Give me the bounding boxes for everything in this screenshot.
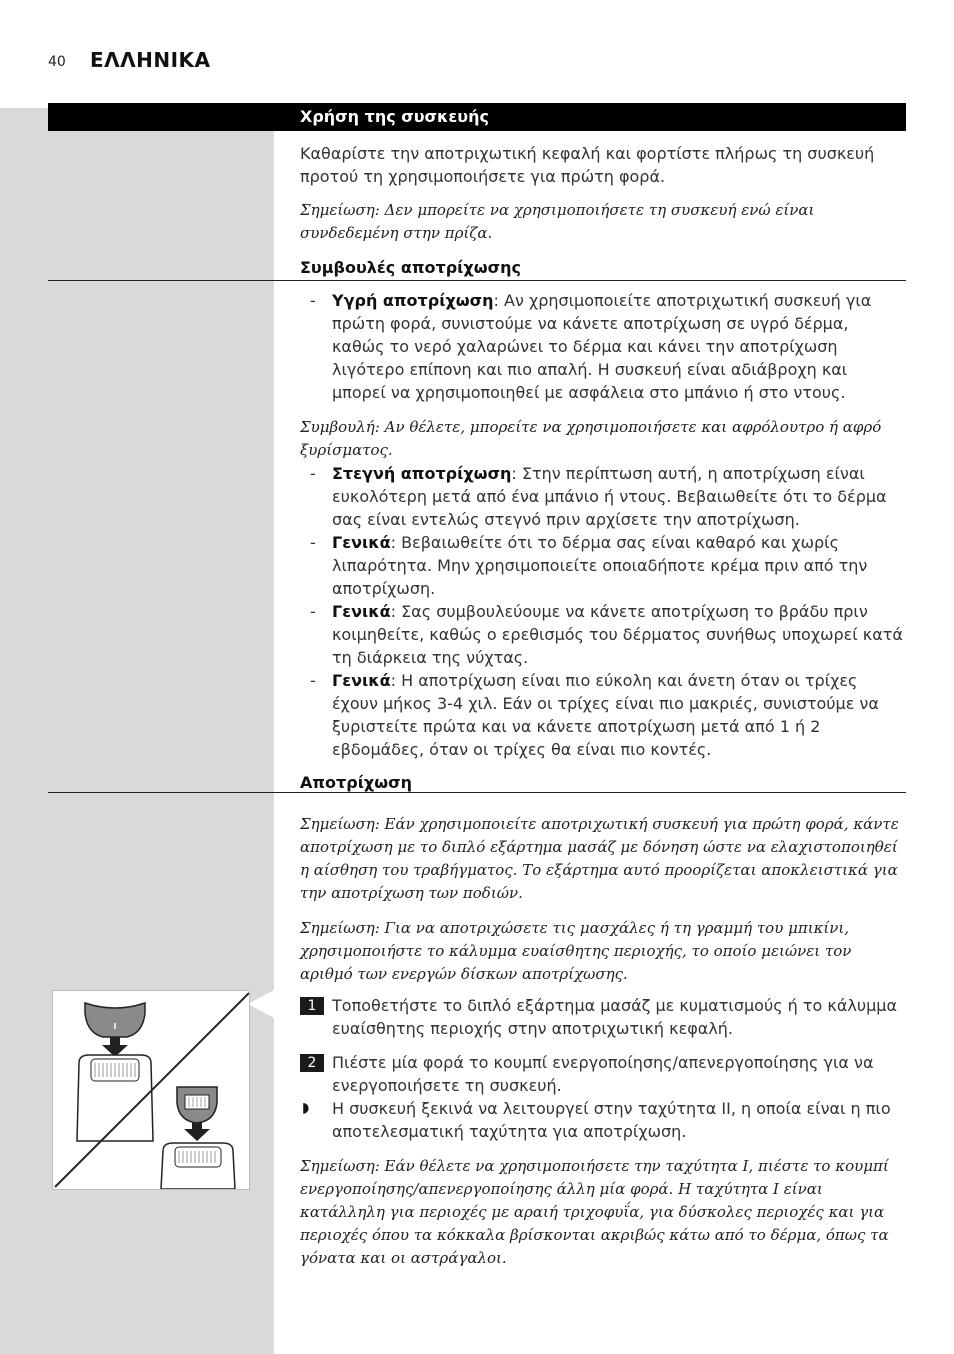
epilation-note-1: Σημείωση: Εάν χρησιμοποιείτε αποτριχωτική συσκευή για πρώτη φορά, κάντε αποτρίχωση με το διπλό εξάρτημα μασάζ με δόνηση ώστε να ελαχιστοποιηθεί η αίσθηση του τραβήγματος. Το εξάρτημα αυτό προορίζεται αποκλειστικά για την αποτρίχωση των ποδιών. bbox=[300, 815, 899, 902]
bullet-term: Γενικά bbox=[332, 533, 391, 552]
divider bbox=[48, 280, 906, 281]
page-number: 40 bbox=[48, 54, 66, 70]
bullet-text: : Σας συμβουλεύουμε να κάνετε αποτρίχωση το βράδυ πριν κοιμηθείτε, καθώς ο ερεθισμός του δέρματος συνήθως υποχωρεί κατά τη διάρκεια της νύχτας. bbox=[332, 602, 903, 667]
list-item: - Γενικά: Βεβαιωθείτε ότι το δέρμα σας είναι καθαρό και χωρίς λιπαρότητα. Μην χρησιμοποιείτε οποιαδήποτε κρέμα πριν από την αποτρίχωση. bbox=[310, 533, 868, 598]
intro-note: Σημείωση: Δεν μπορείτε να χρησιμοποιήσετε τη συσκευή ενώ είναι συνδεδεμένη στην πρίζα. bbox=[300, 201, 815, 242]
bullet-term: Υγρή αποτρίχωση bbox=[332, 291, 494, 310]
epilator-illustration-icon bbox=[53, 991, 249, 1189]
result-arrow-icon: ◗ bbox=[302, 1100, 310, 1116]
illustration-pointer bbox=[248, 990, 274, 1018]
list-item: - Στεγνή αποτρίχωση: Στην περίπτωση αυτή, η αποτρίχωση είναι ευκολότερη μετά από ένα μπάνιο ή ντους. Βεβαιωθείτε ότι το δέρμα σας είναι εντελώς στεγνό πριν αρχίσετε την αποτρίχωση. bbox=[310, 464, 887, 529]
section-title-bar bbox=[48, 103, 906, 131]
bullet-text: : Βεβαιωθείτε ότι το δέρμα σας είναι καθαρό και χωρίς λιπαρότητα. Μην χρησιμοποιείτε οποιαδήποτε κρέμα πριν από την αποτρίχωση. bbox=[332, 533, 868, 598]
epilator-attachment-illustration bbox=[52, 990, 250, 1190]
bullet-term: Στεγνή αποτρίχωση bbox=[332, 464, 512, 483]
section-title: Χρήση της συσκευής bbox=[300, 107, 489, 126]
steps-block bbox=[300, 994, 906, 1270]
epilation-note-2: Σημείωση: Για να αποτριχώσετε τις μασχάλες ή τη γραμμή του μπικίνι, χρησιμοποιήστε το κάλυμμα ευαίσθητης περιοχής, το οποίο μειώνει τον αριθμό των ενεργών δίσκων αποτρίχωσης. bbox=[300, 919, 852, 983]
intro-block bbox=[300, 142, 906, 279]
list-item: - Υγρή αποτρίχωση: Αν χρησιμοποιείτε αποτριχωτική συσκευή για πρώτη φορά, συνιστούμε να κάνετε αποτρίχωση σε υγρό δέρμα, καθώς το νερό χαλαρώνει το δέρμα και κάνει την αποτρίχωση λιγότερο επίπονη και πιο απαλή. Η συσκευή είναι αδιάβροχη και μπορεί να χρησιμοποιηθεί με ασφάλεια στο μπάνιο ή στο ντους. bbox=[310, 291, 872, 402]
step-1 bbox=[300, 994, 906, 1040]
epilation-block bbox=[300, 813, 906, 986]
bullet-text: : Στην περίπτωση αυτή, η αποτρίχωση είναι ευκολότερη μετά από ένα μπάνιο ή ντους. Βεβαιωθείτε ότι το δέρμα σας είναι εντελώς στεγνό πριν αρχίσετε την αποτρίχωση. bbox=[332, 464, 887, 529]
epilation-note-3: Σημείωση: Εάν θέλετε να χρησιμοποιήσετε την ταχύτητα I, πιέστε το κουμπί ενεργοποίησης/απενεργοποίησης άλλη μία φορά. Η ταχύτητα I είναι κατάλληλη για περιοχές με αραιή τριχοφυΐα, για δύσκολες περιοχές και για περιοχές όπου τα κόκκαλα βρίσκονται ακριβώς κάτω από το δέρμα, όπως τα γόνατα και οι αστράγαλοι. bbox=[300, 1157, 889, 1267]
list-item: - Γενικά: Σας συμβουλεύουμε να κάνετε αποτρίχωση το βράδυ πριν κοιμηθείτε, καθώς ο ερεθισμός του δέρματος συνήθως υποχωρεί κατά τη διάρκεια της νύχτας. bbox=[310, 602, 903, 667]
step-text: Τοποθετήστε το διπλό εξάρτημα μασάζ με κυματισμούς ή το κάλυμμα ευαίσθητης περιοχής στην αποτριχωτική κεφαλή. bbox=[332, 996, 898, 1038]
tips-block bbox=[300, 289, 906, 794]
page-language-title: ΕΛΛΗΝΙΚΑ bbox=[90, 48, 211, 72]
list-item: - Γενικά: Η αποτρίχωση είναι πιο εύκολη και άνετη όταν οι τρίχες έχουν μήκος 3-4 χιλ. Εάν οι τρίχες είναι πιο μακριές, συνιστούμε να ξυριστείτε πρώτα και να κάνετε αποτρίχωση μετά από 1 ή 2 εβδομάδες, όταν οι τρίχες θα είναι πιο κοντές. bbox=[310, 671, 879, 759]
step-text: Πιέστε μία φορά το κουμπί ενεργοποίησης/απενεργοποίησης για να ενεργοποιήσετε τη συσκευή. bbox=[332, 1053, 874, 1095]
divider bbox=[48, 792, 906, 793]
bullet-term: Γενικά bbox=[332, 602, 391, 621]
step-result-text: Η συσκευή ξεκινά να λειτουργεί στην ταχύτητα II, η οποία είναι η πιο αποτελεσματική ταχύτητα για αποτρίχωση. bbox=[332, 1099, 891, 1141]
bullet-text: : Η αποτρίχωση είναι πιο εύκολη και άνετη όταν οι τρίχες έχουν μήκος 3-4 χιλ. Εάν οι τρίχες είναι πιο μακριές, συνιστούμε να ξυριστείτε πρώτα και να κάνετε αποτρίχωση μετά από 1 ή 2 εβδομάδες, όταν οι τρίχες θα είναι πιο κοντές. bbox=[332, 671, 879, 759]
step-number: 2 bbox=[300, 1054, 324, 1072]
step-number: 1 bbox=[300, 997, 324, 1015]
bullet-term: Γενικά bbox=[332, 671, 391, 690]
step-result bbox=[300, 1097, 906, 1143]
tip-note: Συμβουλή: Αν θέλετε, μπορείτε να χρησιμοποιήσετε και αφρόλουτρο ή αφρό ξυρίσματος. bbox=[300, 418, 882, 459]
tips-heading: Συμβουλές αποτρίχωσης bbox=[300, 258, 521, 277]
bullet-text: : Αν χρησιμοποιείτε αποτριχωτική συσκευή για πρώτη φορά, συνιστούμε να κάνετε αποτρίχωση σε υγρό δέρμα, καθώς το νερό χαλαρώνει το δέρμα και κάνει την αποτρίχωση λιγότερο επίπονη και πιο απαλή. Η συσκευή είναι αδιάβροχη και μπορεί να χρησιμοποιηθεί με ασφάλεια στο μπάνιο ή στο ντους. bbox=[332, 291, 872, 402]
epilation-heading: Αποτρίχωση bbox=[300, 773, 413, 792]
intro-text: Καθαρίστε την αποτριχωτική κεφαλή και φορτίστε πλήρως τη συσκευή προτού τη χρησιμοποιήσετε για πρώτη φορά. bbox=[300, 144, 875, 186]
step-2 bbox=[300, 1051, 906, 1097]
